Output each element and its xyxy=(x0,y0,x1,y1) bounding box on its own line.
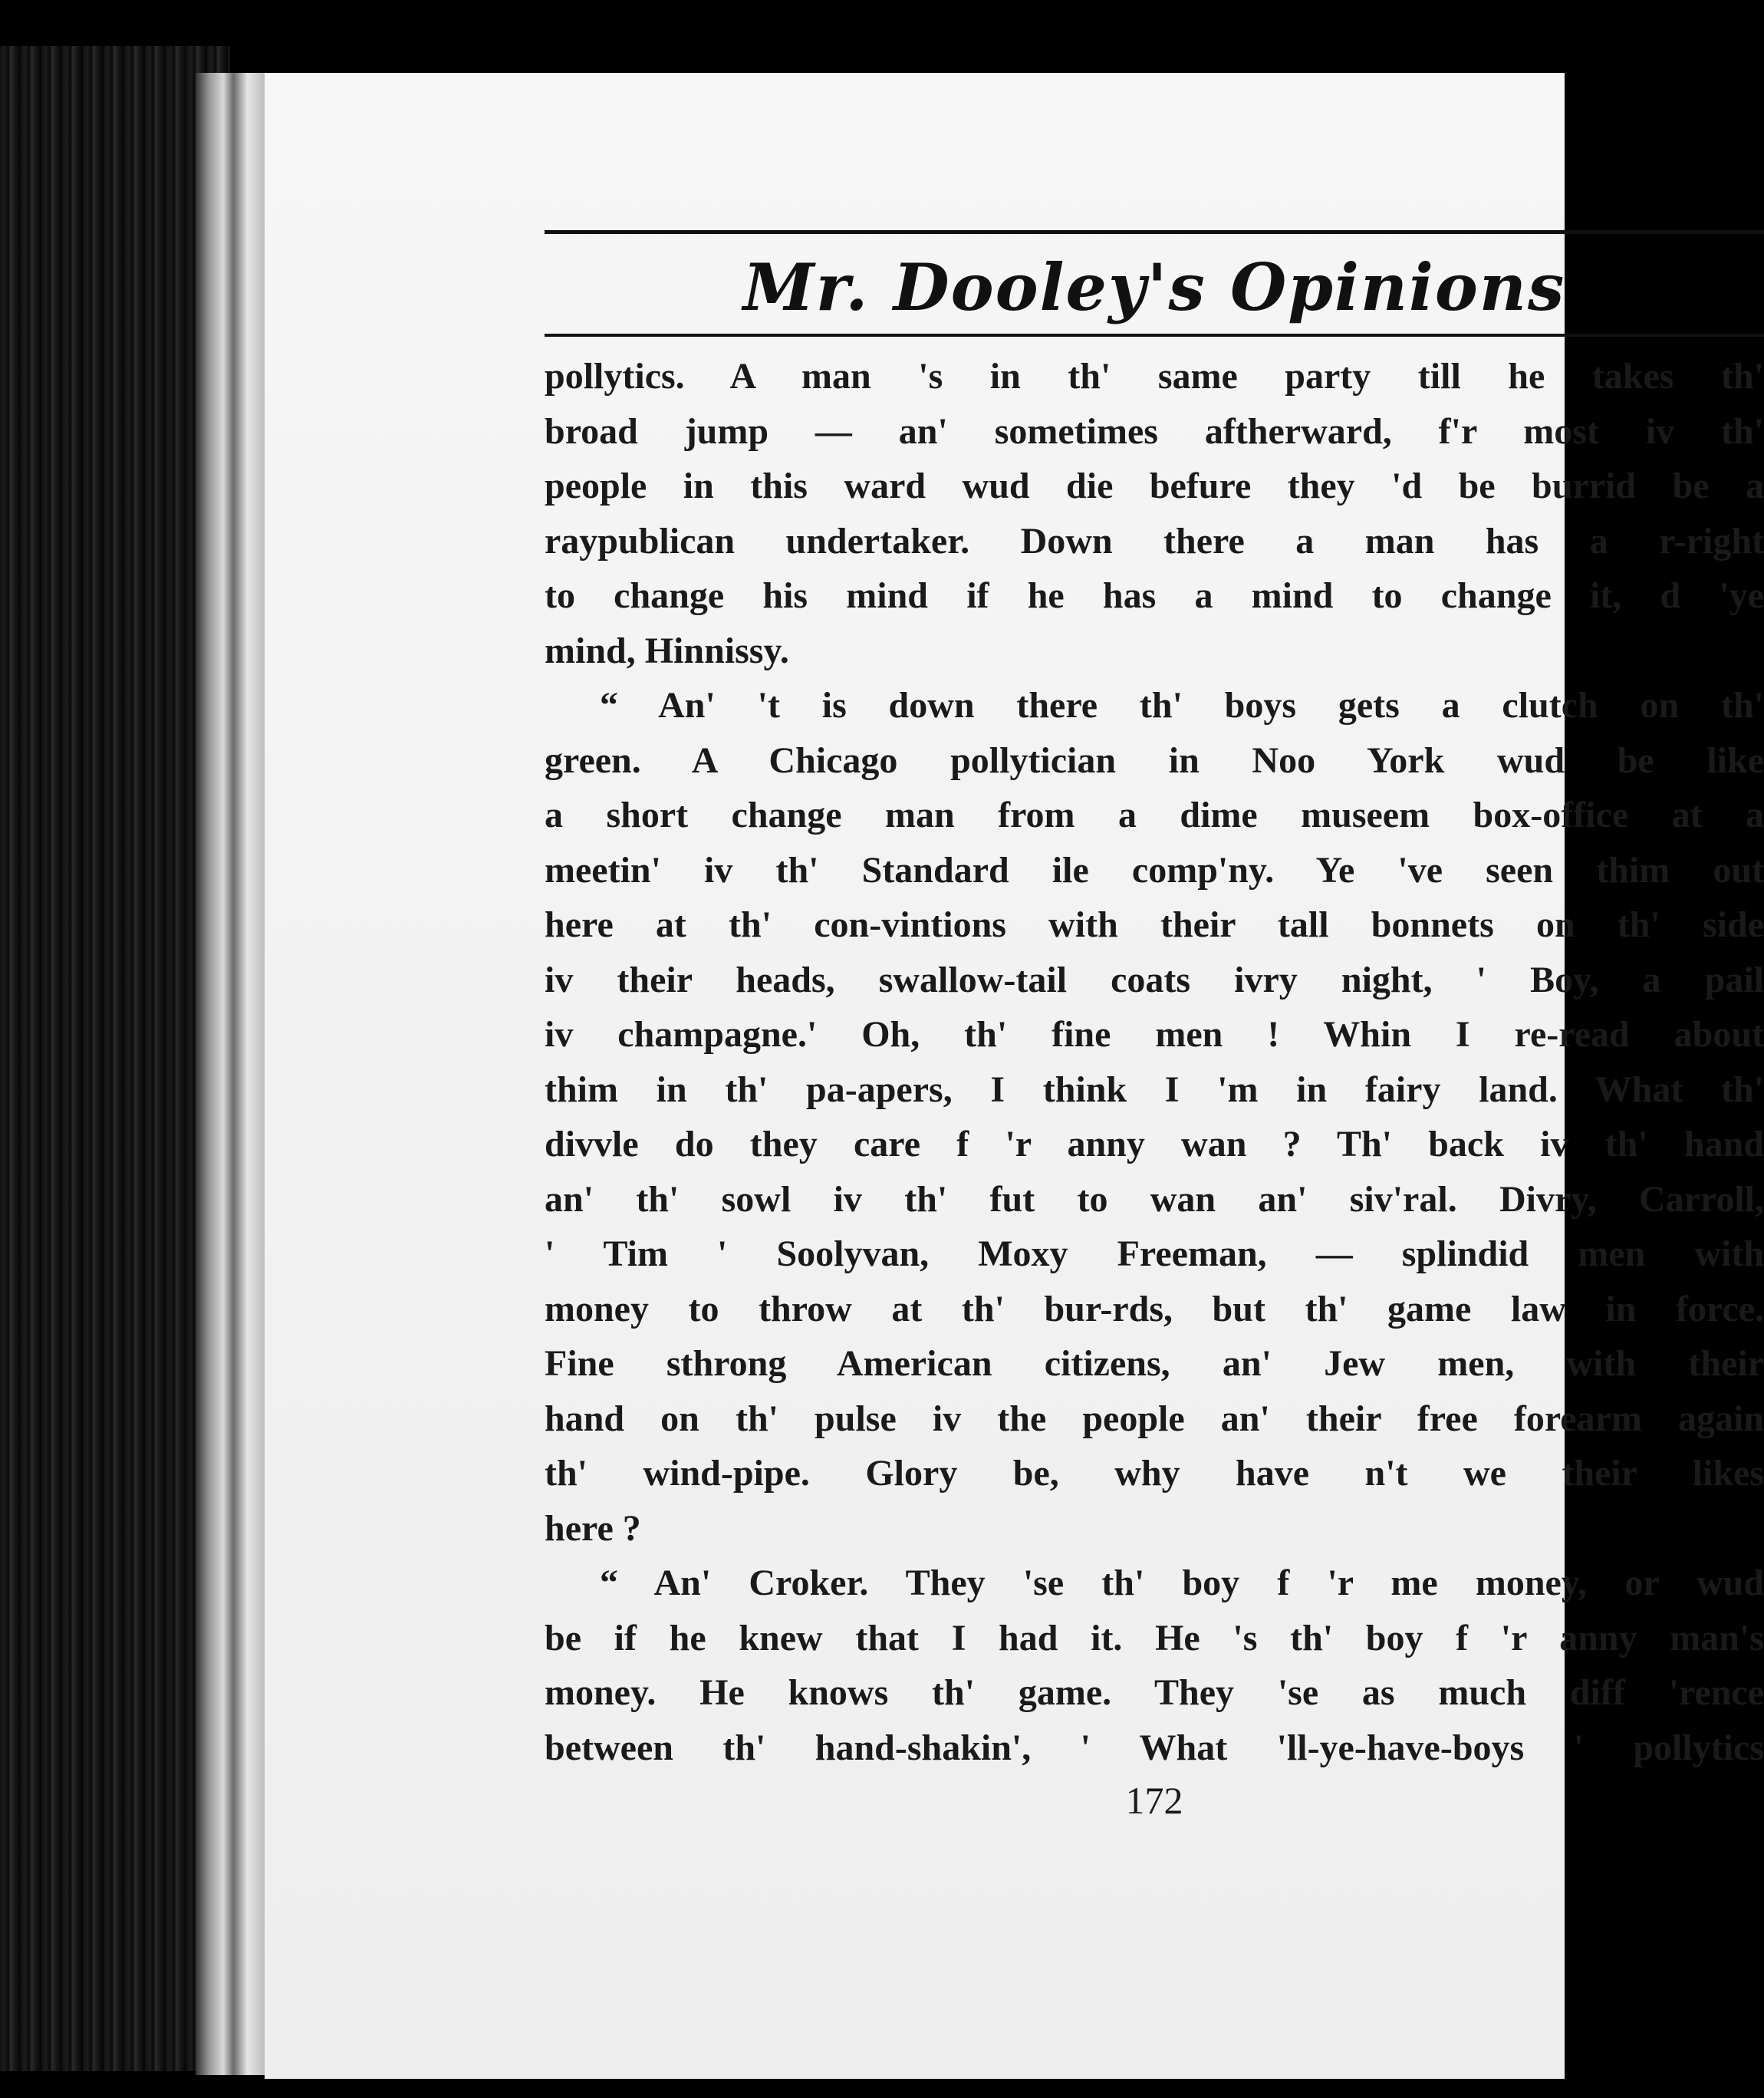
text-line: “ An' 't is down there th' boys gets a clutch on th' xyxy=(600,685,1764,726)
page-edge xyxy=(196,73,265,2075)
body-text xyxy=(545,349,1764,1775)
text-line: broad jump — an' sometimes aftherward, f'r most iv th' xyxy=(545,410,1764,452)
page-content xyxy=(545,230,1764,1823)
header-rule xyxy=(545,334,1764,337)
text-line: pollytics. A man 's in th' same party till he takes th' xyxy=(545,356,1764,397)
text-line: money. He knows th' game. They 'se as much diff 'rence xyxy=(545,1672,1764,1713)
text-line: hand on th' pulse iv the people an' their free forearm again xyxy=(545,1398,1764,1439)
text-line: Fine sthrong American citizens, an' Jew men, with their xyxy=(545,1343,1764,1384)
text-line: divvle do they care f 'r anny wan ? Th' back iv th' hand xyxy=(545,1124,1764,1164)
text-line: ' Tim ' Soolyvan, Moxy Freeman, — splindid men with xyxy=(545,1233,1764,1274)
text-line: raypublican undertaker. Down there a man has a r-right xyxy=(545,520,1764,562)
text-line: people in this ward wud die befure they 'd be burrid be a xyxy=(545,466,1764,506)
text-line: meetin' iv th' Standard ile comp'ny. Ye 've seen thim out xyxy=(545,849,1764,891)
text-line: an' th' sowl iv th' fut to wan an' siv'ral. Divry, Carroll, xyxy=(545,1178,1764,1220)
text-line: here at th' con-vintions with their tall bonnets on th' side xyxy=(545,904,1764,945)
book-page xyxy=(265,73,1764,2079)
text-line: thim in th' pa-apers, I think I 'm in fairy land. What th' xyxy=(545,1069,1764,1110)
text-line: between th' hand-shakin', ' What 'll-ye-have-boys ' pollytics xyxy=(545,1727,1764,1768)
text-line: mind, Hinnissy. xyxy=(545,630,789,671)
running-head: Mr. Dooley's Opinions xyxy=(742,249,1566,325)
text-line: green. A Chicago pollytician in Noo York wud be like xyxy=(545,739,1764,781)
text-line: iv champagne.' Oh, th' fine men ! Whin I re-read about xyxy=(545,1014,1764,1055)
text-line: “ An' Croker. They 'se th' boy f 'r me money, or wud xyxy=(600,1563,1764,1603)
text-line: be if he knew that I had it. He 's th' boy f 'r anny man's xyxy=(545,1617,1764,1658)
text-line: th' wind-pipe. Glory be, why have n't we their likes xyxy=(545,1453,1764,1494)
text-line: here ? xyxy=(545,1507,641,1549)
page-number: 172 xyxy=(1125,1779,1183,1822)
text-line: money to throw at th' bur-rds, but th' game law in force. xyxy=(545,1288,1764,1329)
text-line: a short change man from a dime museem box-office at a xyxy=(545,795,1764,835)
text-line: to change his mind if he has a mind to change it, d 'ye xyxy=(545,575,1764,616)
text-line: iv their heads, swallow-tail coats ivry night, ' Boy, a pail xyxy=(545,959,1764,1000)
